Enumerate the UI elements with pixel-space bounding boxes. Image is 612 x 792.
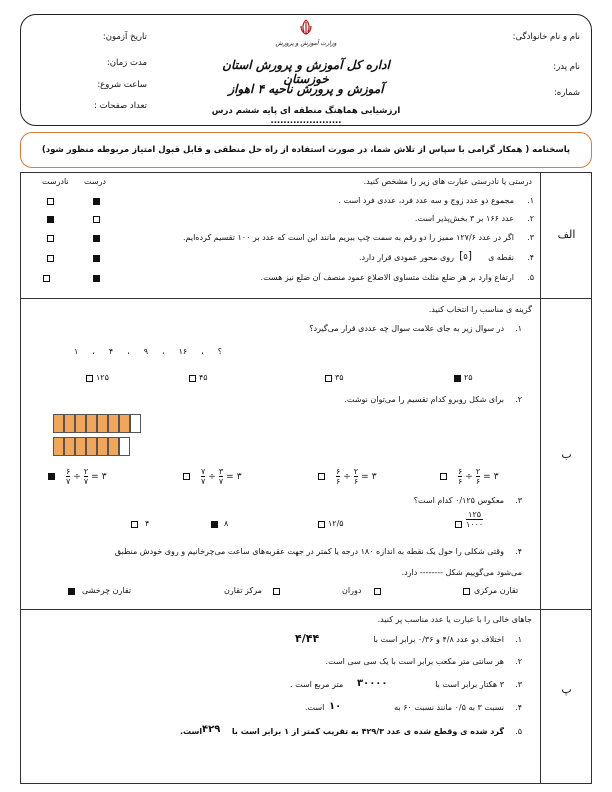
- divide-sign: ÷: [343, 471, 351, 482]
- section-a-label: الف: [557, 228, 576, 241]
- frac-num: ۱۲۵: [468, 510, 482, 519]
- b-q3-option-3-label: ۸: [224, 519, 229, 528]
- frac: [201, 467, 205, 486]
- frac-num: ۲: [475, 467, 481, 476]
- b-q2-text: برای شکل روبرو کدام تقسیم را می‌توان نوشت.: [344, 395, 504, 404]
- b-q1-option-4-label: ۱۲۵: [96, 373, 109, 382]
- c-item-3-text: ۳ هکتار برابر است با: [435, 680, 504, 689]
- b-q2-option-4: [48, 467, 107, 486]
- exam-date-label: تاریخ آزمون:: [102, 32, 147, 42]
- frac-den: ۷: [218, 477, 224, 486]
- grid-cell: [64, 437, 75, 456]
- result: ۳: [493, 471, 499, 482]
- seq-item: ؟: [217, 347, 222, 356]
- seq-item: ۴: [108, 347, 114, 356]
- ministry-label: وزارت آموزش و پرورش: [275, 40, 337, 47]
- b-q3-text: معکوس ۰/۱۲۵ کدام است؟: [413, 496, 504, 505]
- frac: [354, 467, 358, 486]
- result: ۳: [236, 471, 242, 482]
- b-q1-option-1-label: ۲۵: [464, 373, 473, 382]
- name-field-label: نام و نام خانوادگی:: [512, 32, 580, 42]
- grid-cell: [75, 437, 86, 456]
- grid-cell: [108, 437, 119, 456]
- b-q4-option-1-label: تقارن مرکزی: [474, 586, 519, 595]
- c-item-4-text: نسبت ۳ به ۰/۵ مانند نسبت ۶۰ به: [394, 703, 504, 712]
- b-q3-num: ۳.: [515, 496, 522, 505]
- seq-item: ۹: [143, 347, 149, 356]
- b-q2-option-1-checkbox[interactable]: [440, 473, 447, 480]
- a-item-1-num: ۱.: [527, 196, 534, 205]
- section-a-instruction: درستی یا نادرستی عبارت های زیر را مشخص کنید.: [363, 177, 532, 186]
- start-time-label: ساعت شروع:: [97, 80, 147, 90]
- frac: [84, 467, 88, 486]
- father-name-field-label: نام پدر:: [553, 62, 580, 72]
- a-item-4-num: ۴.: [527, 253, 534, 262]
- c-item-1-answer: ۴/۴۴: [295, 632, 320, 645]
- c-item-5-text: گرد شده ی وقطع شده ی عدد ۴۲۹/۳ به تقریب کمتر از ۱ برابر است با: [231, 727, 504, 736]
- a-item-5-true-checkbox[interactable]: [93, 275, 100, 282]
- c-item-5-answer: ۴۲۹: [202, 724, 221, 735]
- frac-den: ۷: [66, 477, 71, 486]
- c-item-4-num: ۴.: [515, 703, 522, 712]
- seq-item: ،: [127, 347, 130, 356]
- b-q4-option-3-label: مرکز تقارن: [224, 586, 262, 595]
- seq-item: ۱: [74, 347, 79, 356]
- a-item-2-true-checkbox[interactable]: [93, 216, 100, 223]
- b-q1-option-4-checkbox[interactable]: [86, 375, 93, 382]
- b-q3-option-1-checkbox[interactable]: [455, 521, 462, 528]
- c-item-3-answer: ۳۰۰۰۰: [357, 678, 388, 689]
- frac: [336, 467, 340, 486]
- divide-sign: ÷: [73, 471, 81, 482]
- grid-cell: [86, 414, 97, 433]
- b-q1-option-2-label: ۳۵: [335, 373, 344, 382]
- equals-sign: =: [226, 471, 234, 482]
- b-q4-option-2-label: دوران: [342, 586, 362, 595]
- c-item-3-num: ۳.: [515, 680, 522, 689]
- divide-sign: ÷: [208, 471, 216, 482]
- a-item-4-text-after: روی محور عمودی قرار دارد.: [358, 253, 454, 262]
- frac-num: ۲: [353, 467, 359, 476]
- c-item-4-answer: ۱۰: [329, 701, 342, 712]
- frac-den: ۶: [353, 477, 359, 486]
- b-q2-option-4-checkbox[interactable]: [48, 473, 55, 480]
- frac-num: ۷: [201, 467, 206, 476]
- a-item-5-num: ۵.: [527, 273, 534, 282]
- a-item-2-num: ۲.: [527, 214, 534, 223]
- section-b-instruction: گزینه ی مناسب را انتخاب کنید.: [428, 305, 532, 314]
- b-q3-option-3-checkbox[interactable]: [211, 521, 218, 528]
- b-q1-option-1-checkbox[interactable]: [454, 375, 461, 382]
- frac-den: ۶: [336, 477, 341, 486]
- col-false-header: نادرست: [42, 177, 69, 186]
- a-item-1-text: مجموع دو عدد زوج و سه عدد فرد، عددی فرد است .: [338, 196, 514, 205]
- result: ۳: [371, 471, 377, 482]
- grid-cell: [119, 414, 130, 433]
- b-q3-option-4-checkbox[interactable]: [131, 521, 138, 528]
- frac-den: ۶: [458, 477, 463, 486]
- equals-sign: =: [361, 471, 369, 482]
- section-c-instruction: جاهای خالی را با عبارت یا عدد مناسب پر کنید.: [377, 615, 532, 624]
- a-item-4-bracket: [۵]: [459, 249, 472, 262]
- b-q1-option-3-checkbox[interactable]: [189, 375, 196, 382]
- b-q2-option-2-checkbox[interactable]: [318, 473, 325, 480]
- b-q3-option-4-label: ۴: [145, 519, 150, 528]
- c-item-1-text: اختلاف دو عدد ۴/۸ و ۰/۳۶ برابر است با: [373, 635, 504, 644]
- seq-item: ۱۶: [178, 347, 188, 356]
- frac-num: ۶: [66, 467, 71, 476]
- b-q1-option-2-checkbox[interactable]: [325, 375, 332, 382]
- b-q2-option-3-checkbox[interactable]: [183, 473, 190, 480]
- frac-num: ۶: [458, 467, 463, 476]
- seq-item: ،: [92, 347, 95, 356]
- a-item-1-true-checkbox[interactable]: [93, 198, 100, 205]
- grid-cell: [97, 414, 108, 433]
- c-item-2-num: ۲.: [515, 657, 522, 666]
- c-item-5-num: ۵.: [515, 727, 522, 736]
- b-q4-num: ۴.: [515, 547, 522, 556]
- a-item-4-false-checkbox[interactable]: [47, 255, 54, 262]
- b-q1-text: در سوال زیر به جای علامت سوال چه عددی قرار می‌گیرد؟: [309, 324, 504, 333]
- b-q3-option-1-frac: [466, 510, 483, 529]
- frac: [476, 467, 480, 486]
- equals-sign: =: [91, 471, 99, 482]
- b-q4-option-3-checkbox[interactable]: [273, 588, 280, 595]
- frac: [458, 467, 462, 486]
- grid-cell: [97, 437, 108, 456]
- a-item-5-false-checkbox[interactable]: [43, 275, 50, 282]
- b-q2-num: ۲.: [515, 395, 522, 404]
- a-item-1-false-checkbox[interactable]: [47, 198, 54, 205]
- section-divider-a-b: [20, 298, 592, 299]
- frac-num: ۲: [83, 467, 89, 476]
- grid-cell: [119, 437, 130, 456]
- a-item-5-text: ارتفاع وارد بر هر ضلع مثلث متساوی الاضلاع عمود منصف آن ضلع نیز هست.: [260, 273, 514, 282]
- section-c-label: پ: [561, 683, 572, 696]
- a-item-4-text-before: نقطه ی: [488, 253, 514, 262]
- b-q4-option-4-label: تقارن چرخشی: [82, 586, 132, 595]
- b-q4-line1: وقتی شکلی را حول یک نقطه به اندازه ۱۸۰ درجه یا کمتر در جهت عقربه‌های ساعت می‌چرخانیم و روی خودش منطبق: [114, 547, 504, 556]
- frac-den: ۶: [475, 477, 481, 486]
- b-q1-num: ۱.: [515, 324, 522, 333]
- c-item-4-text-after: است.: [305, 703, 325, 712]
- grid-cell: [53, 414, 64, 433]
- a-item-2-text: عدد ۱۶۶ بر ۳ بخش‌پذیر است.: [414, 214, 514, 223]
- frac-num: ۶: [336, 467, 341, 476]
- org-title-line1: اداره کل آموزش و پرورش استان خوزستان: [222, 58, 390, 86]
- a-item-3-num: ۳.: [527, 233, 534, 242]
- seq-item: ،: [201, 347, 204, 356]
- a-item-4-true-checkbox[interactable]: [93, 255, 100, 262]
- frac-den: ۱۰۰۰: [466, 520, 484, 529]
- b-q2-option-1: [440, 467, 499, 486]
- b-q4-option-1-checkbox[interactable]: [463, 588, 470, 595]
- number-field-label: شماره:: [553, 88, 580, 98]
- c-item-2-text: هر سانتی متر مکعب برابر است با یک سی سی است.: [325, 657, 504, 666]
- a-item-3-true-checkbox[interactable]: [93, 235, 100, 242]
- b-q1-sequence: [74, 347, 222, 356]
- b-q1-option-3-label: ۴۵: [199, 373, 208, 382]
- answer-key-note: پاسخنامه ( همکار گرامی با سپاس از تلاش شما، در صورت استفاده از راه حل منطقی و قابل قبول امتیاز مربوطه منظور شود): [20, 132, 592, 168]
- b-q4-option-4-checkbox[interactable]: [68, 588, 75, 595]
- seq-item: ،: [162, 347, 165, 356]
- c-item-3-text-after: متر مربع است .: [290, 680, 344, 689]
- section-b-label: ب: [561, 448, 572, 461]
- iran-emblem-icon: [297, 18, 315, 36]
- c-item-1-num: ۱.: [515, 635, 522, 644]
- a-item-3-false-checkbox[interactable]: [47, 235, 54, 242]
- grid-cell: [130, 414, 141, 433]
- c-item-5-text-after: است.: [180, 727, 203, 736]
- grid-cell: [108, 414, 119, 433]
- col-true-header: درست: [84, 177, 106, 186]
- grid-cell: [86, 437, 97, 456]
- grid-cell: [64, 414, 75, 433]
- exam-title: ارزشیابی هماهنگ منطقه ای پایه ششم درس ......................: [211, 106, 401, 126]
- a-item-2-false-checkbox[interactable]: [47, 216, 54, 223]
- divide-sign: ÷: [465, 471, 473, 482]
- b-q3-option-2-label: ۱۲/۵: [328, 519, 344, 528]
- section-divider-b-c: [20, 609, 592, 610]
- frac-den: ۷: [83, 477, 89, 486]
- b-q4-line2: می‌شود می‌گوییم شکل -------- دارد.: [401, 568, 522, 577]
- frac: [66, 467, 70, 486]
- org-title-line2: آموزش و پرورش ناحیه ۴ اهواز: [228, 82, 384, 96]
- b-q4-option-2-checkbox[interactable]: [374, 588, 381, 595]
- result: ۳: [101, 471, 107, 482]
- frac-den: ۷: [201, 477, 206, 486]
- b-q3-option-2-checkbox[interactable]: [318, 521, 325, 528]
- frac-num: ۳: [218, 467, 224, 476]
- equals-sign: =: [483, 471, 491, 482]
- b-q2-option-3: [183, 467, 242, 486]
- duration-label: مدت زمان:: [106, 58, 147, 68]
- grid-cell: [75, 414, 86, 433]
- frac: [219, 467, 223, 486]
- a-item-4-bracket-value: ۵: [463, 252, 468, 261]
- grid-cell: [53, 437, 64, 456]
- page-count-label: تعداد صفحات :: [94, 101, 147, 111]
- b-q2-option-2: [318, 467, 377, 486]
- a-item-3-text: اگر در عدد ۱۲۷/۶ مميز را دو رقم به سمت چپ ببريم مانند این است که عدد بر ۱۰۰ تقسیم کرده‌ایم.: [182, 233, 514, 242]
